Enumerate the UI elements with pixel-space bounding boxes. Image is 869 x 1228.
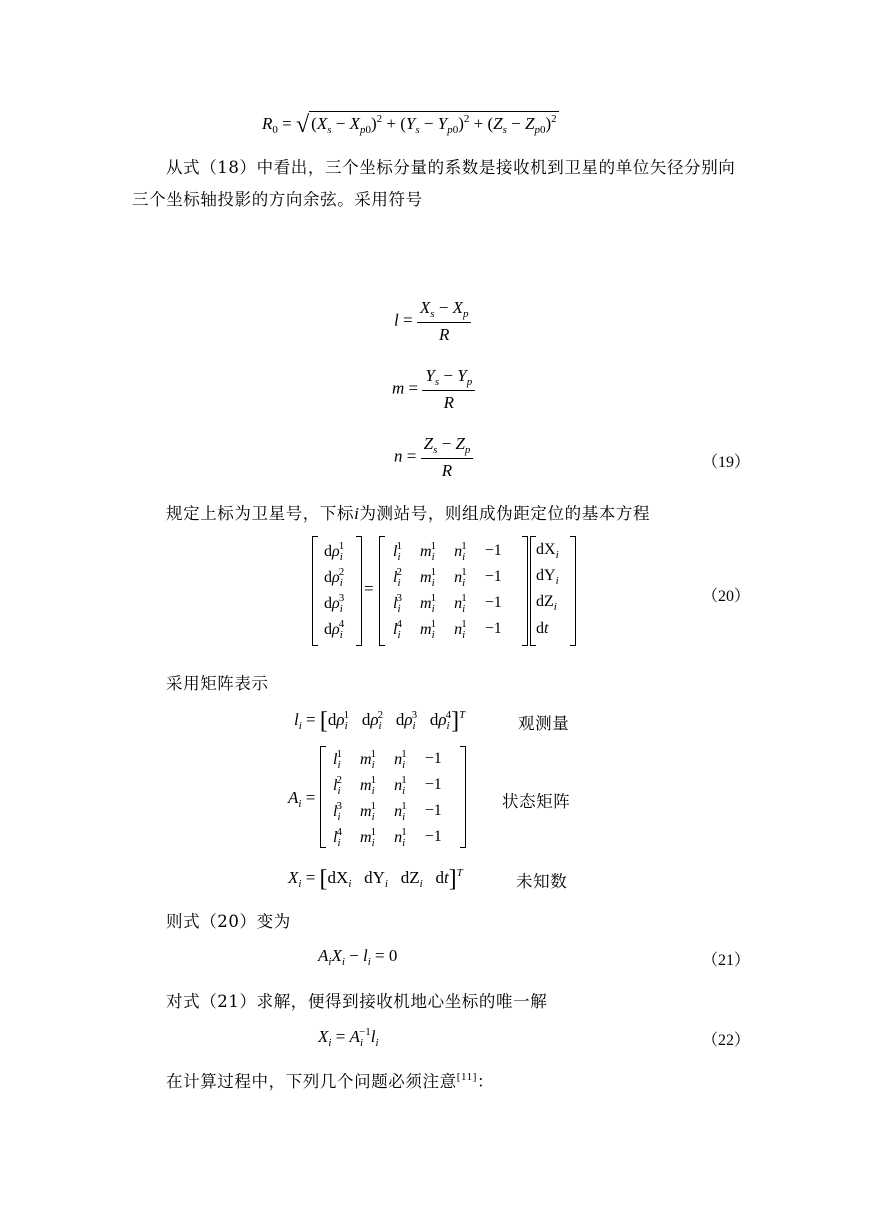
equation-number-19: （19） <box>702 454 751 471</box>
bracket-right <box>570 536 576 646</box>
formula-l: l = $\frac{X_s - X_p}{R}$ <box>394 298 471 345</box>
sqrt-sign: √ <box>295 112 310 138</box>
equation-number-21: （21） <box>702 952 751 969</box>
formula-n: n = $\frac{Z_s - Z_p}{R}$ <box>394 434 473 481</box>
equation-20 <box>312 536 582 648</box>
paragraph-eq20-becomes: 则式（20）变为 <box>166 912 291 931</box>
formula-observation-vector: $l_i = [d\rho_i^1$ $d\rho_i^2$ $d\rho_i^3$ $d\rho_i^4]^T$ <box>294 708 466 734</box>
label-unknowns: 未知数 <box>516 872 568 891</box>
equals-sign: = <box>364 579 374 598</box>
formula-m: m = $\frac{Y_s - Y_p}{R}$ <box>392 366 475 413</box>
matrix-state-body: $l_i^1$ $m_i^1$ $n_i^1$ −1 $l_i^2$ $m_i^1$ $n_i^1$ −1 $l_i^3$ $m_i^1$ $n_i^1$ −1 $l_i^4$ $m_i^1$ $n_i^1$ −1 <box>333 747 442 849</box>
sqrt-body: $(X_s - X_{p0})^2 + (Y_s - Y_{p0})^2 + (Z_s - Z_{p0})^2$ <box>311 113 557 136</box>
formula-eq21: $A_iX_i - l_i = 0$ <box>318 946 398 968</box>
equation-number-20: （20） <box>702 588 751 605</box>
formula-r0: $R_0$ = √ $(X_s - X_{p0})^2 + (Y_s - Y_{p0})^2 + (Z_s - Z_{p0})^2$ <box>262 112 557 138</box>
citation-reference: [11] <box>456 1071 478 1083</box>
paragraph-notes: 在计算过程中，下列几个问题必须注意[11]： <box>166 1071 495 1091</box>
vector-unknowns: $dX_i$ $dY_i$ $dZ_i$ dt <box>536 541 559 637</box>
bracket-right <box>356 536 362 646</box>
bracket-right <box>522 536 528 646</box>
formula-eq22: $X_i = A_i^{-1}l_i$ <box>318 1026 379 1049</box>
paragraph-solve-eq21: 对式（21）求解，便得到接收机地心坐标的唯一解 <box>166 992 548 1011</box>
equation-number-22: （22） <box>702 1032 751 1049</box>
formula-state-matrix-lhs: $A_i$ = <box>288 788 316 810</box>
paragraph-direction-cosine-line1: 从式（18）中看出，三个坐标分量的系数是接收机到卫星的单位矢径分别向 <box>166 158 736 177</box>
bracket-right <box>460 746 466 848</box>
paragraph-matrix-form: 采用矩阵表示 <box>166 674 269 693</box>
matrix-state <box>320 746 470 850</box>
matrix-coefficients: $l_i^1$ $m_i^1$ $n_i^1$ −1 $l_i^2$ $m_i^1$ $n_i^1$ −1 $l_i^3$ $m_i^1$ $n_i^1$ −1 $l_i^4$ $m_i^1$ $n_i^1$ −1 <box>393 539 502 641</box>
formula-unknowns-vector: $X_i = [dX_i$ $dY_i$ $dZ_i$ dt]$^T$ <box>288 866 463 892</box>
vector-d-rho: $d\rho_i^1$ $d\rho_i^2$ $d\rho_i^3$ $d\rho_i^4$ <box>324 539 345 641</box>
label-observation: 观测量 <box>518 714 570 733</box>
paragraph-basic-equation: 规定上标为卫星号，下标i为测站号，则组成伪距定位的基本方程 <box>166 504 651 523</box>
paragraph-direction-cosine-line2: 三个坐标轴投影的方向余弦。采用符号 <box>132 190 423 209</box>
label-state-matrix: 状态矩阵 <box>502 792 571 811</box>
